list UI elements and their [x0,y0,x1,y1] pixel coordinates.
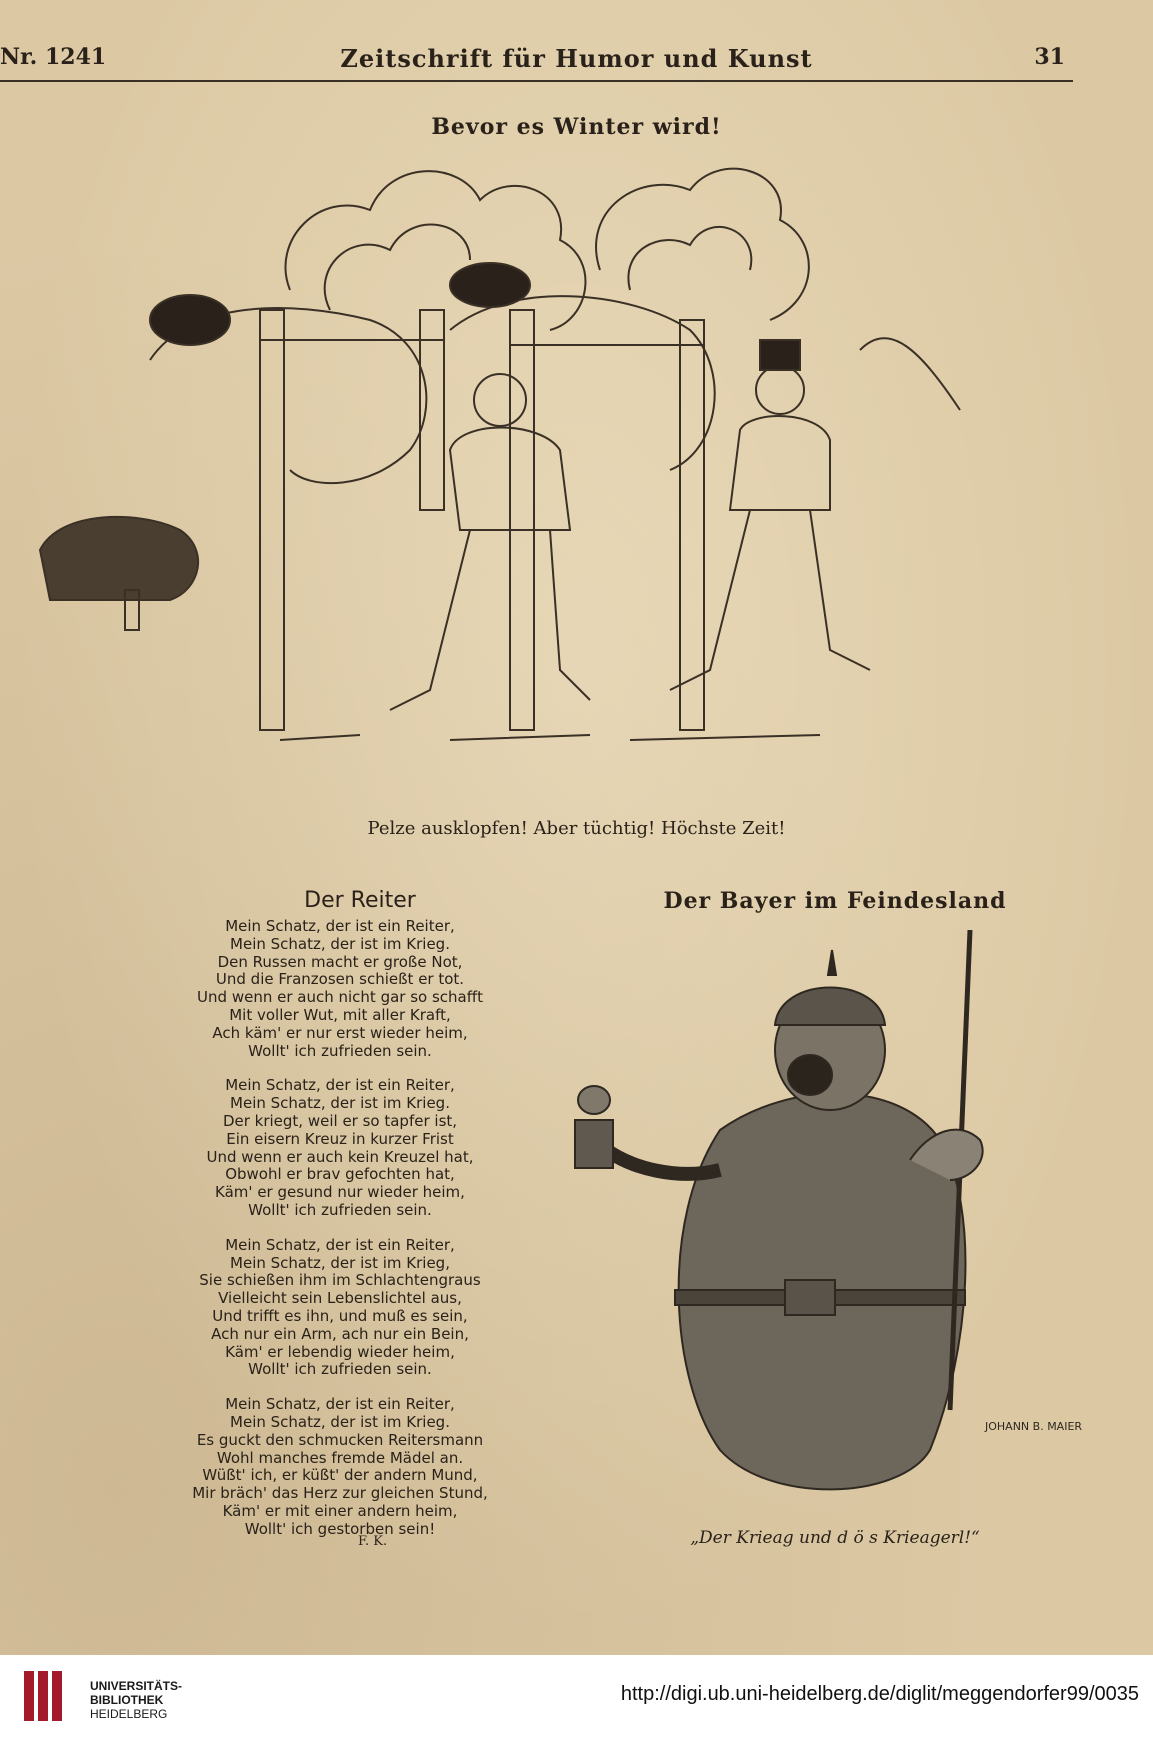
poem-line: Wollt' ich zufrieden sein. [248,1200,432,1219]
poem-line: Mein Schatz, der ist im Krieg. [230,1094,450,1113]
institution-line: HEIDELBERG [90,1707,168,1721]
institution-line: BIBLIOTHEK [90,1693,164,1707]
poem-line: Und trifft es ihn, und muß es sein, [212,1306,468,1325]
cartoon1-illustration [30,150,1040,800]
poem-line: Mein Schatz, der ist im Krieg, [230,1253,450,1272]
cartoon1-caption: Pelze ausklopfen! Aber tüchtig! Höchste Zeit! [367,818,786,839]
poem-signature: F. K. [358,1534,388,1549]
poem-line: Sie schießen ihm im Schlachtengraus [199,1271,481,1290]
header-rule [0,80,1073,82]
poem-stanza-1 [100,918,580,1060]
poem-line: Und die Franzosen schießt er tot. [215,970,465,989]
poem-line: Wollt' ich zufrieden sein. [248,1360,432,1379]
poem-line: Mein Schatz, der ist im Krieg. [230,1412,450,1431]
poem-line: Mein Schatz, der ist im Krieg. [230,934,450,953]
issue-number: Nr. 1241 [0,44,107,70]
poem-line: Käm' er mit einer andern heim, [222,1501,458,1520]
poem-stanza-4 [100,1396,580,1538]
magazine-title: Zeitschrift für Humor und Kunst [340,44,813,73]
poem-line: Mein Schatz, der ist ein Reiter, [225,917,455,935]
institution-name [90,1679,182,1721]
artist-signature: JOHANN B. MAIER [985,1420,1083,1433]
poem-line: Obwohl er brav gefochten hat, [225,1165,455,1184]
poem-title: Der Reiter [304,888,416,913]
poem-line: Mir bräch' das Herz zur gleichen Stund, [192,1484,488,1503]
poem-line: Den Russen macht er große Not, [217,952,463,971]
poem-line: Und wenn er auch nicht gar so schafft [197,988,483,1007]
poem-line: Es guckt den schmucken Reitersmann [196,1430,484,1449]
cartoon1-title: Bevor es Winter wird! [431,114,722,140]
poem-line: Wüßt' ich, er küßt' der andern Mund, [202,1466,478,1485]
poem-line: Mein Schatz, der ist ein Reiter, [225,1235,455,1254]
institution-line: UNIVERSITÄTS- [90,1679,183,1693]
poem-line: Mit voller Wut, mit aller Kraft, [229,1005,451,1024]
cartoon2-caption: „Der Krieag und d ö s Krieagerl!“ [690,1528,980,1548]
poem-line: Ein eisern Kreuz in kurzer Frist [226,1129,454,1148]
poem-line: Käm' er lebendig wieder heim, [225,1342,455,1361]
cartoon2-illustration [570,930,1090,1520]
poem-line: Der kriegt, weil er so tapfer ist, [222,1111,458,1130]
poem-line: Wollt' ich zufrieden sein. [248,1041,432,1060]
poem-line: Wohl manches fremde Mädel an. [216,1448,464,1467]
poem-stanza-2 [100,1077,580,1219]
university-library-logo-icon [22,1669,72,1723]
source-url-link[interactable]: http://digi.ub.uni-heidelberg.de/diglit/meggendorfer99/0035 [620,1683,1139,1705]
page-number: 31 [1034,44,1065,70]
poem-body [100,918,580,1556]
cartoon2-title: Der Bayer im Feindesland [663,888,1007,914]
poem-line: Und wenn er auch kein Kreuzel hat, [206,1147,474,1166]
library-footer [0,1655,1153,1738]
poem-line: Ach käm' er nur erst wieder heim, [212,1023,468,1042]
poem-stanza-3 [100,1237,580,1379]
poem-line: Vielleicht sein Lebenslichtel aus, [218,1289,462,1308]
poem-line: Ach nur ein Arm, ach nur ein Bein, [211,1324,469,1343]
page-header [0,44,1153,80]
poem-line: Mein Schatz, der ist ein Reiter, [225,1395,455,1414]
poem-line: Käm' er gesund nur wieder heim, [215,1183,465,1202]
poem-line: Wollt' ich gestorben sein! [244,1519,436,1538]
poem-line: Mein Schatz, der ist ein Reiter, [225,1076,455,1095]
